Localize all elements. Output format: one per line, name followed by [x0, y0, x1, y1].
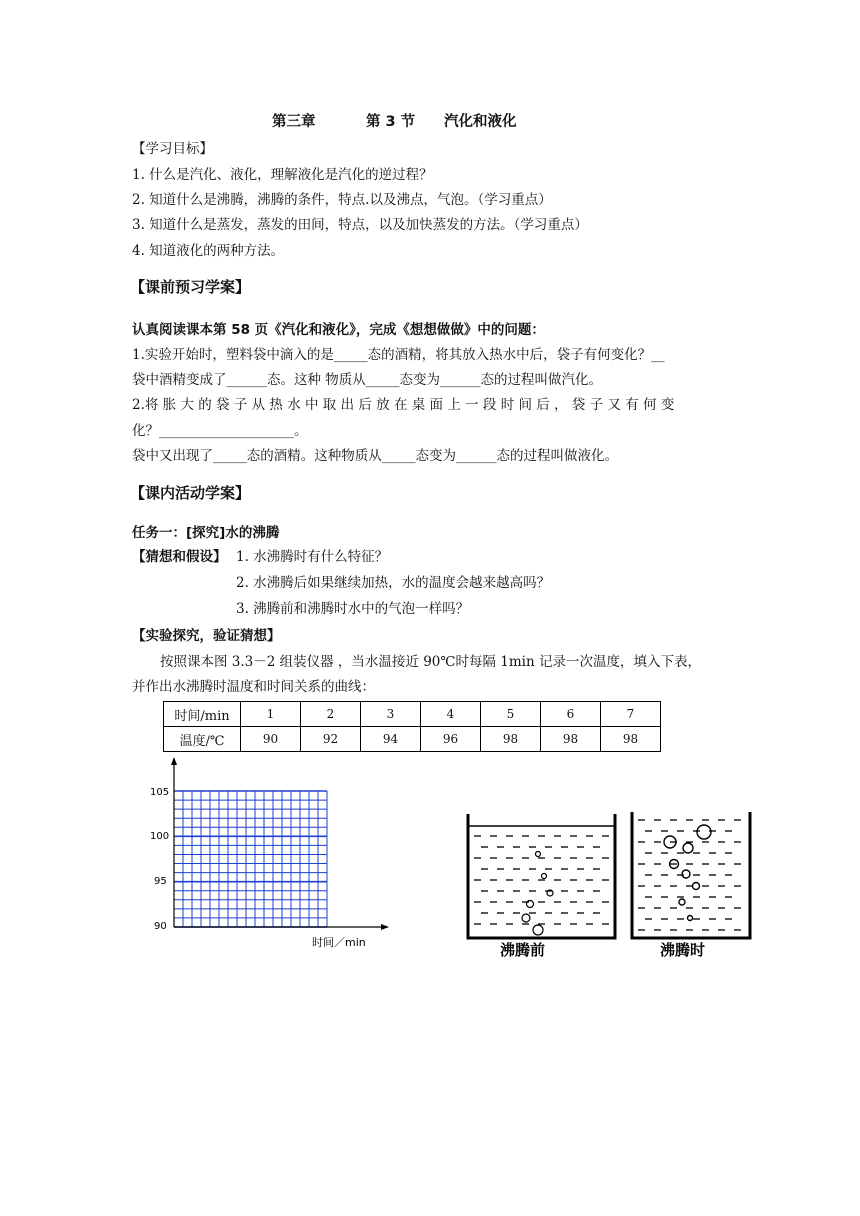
beaker-label-before: 沸腾前 — [500, 941, 546, 959]
temp-cell: 96 — [421, 727, 481, 752]
objective-item: 4. 知道液化的两种方法。 — [132, 243, 285, 259]
bubble — [682, 870, 690, 878]
preview-intro: 认真阅读课本第 58 页《汽化和液化》，完成《想想做做》中的问题： — [132, 322, 545, 338]
table-row — [164, 702, 661, 727]
temp-cell: 98 — [481, 727, 541, 752]
beaker-during — [632, 812, 750, 938]
beaker-label-during: 沸腾时 — [660, 941, 706, 959]
hypothesis-label: 【猜想和假设】 — [132, 549, 227, 565]
section-title: 汽化和液化 — [444, 114, 517, 130]
time-header: 时间/min — [164, 702, 241, 727]
temperature-graph — [140, 755, 400, 955]
bubble — [683, 843, 693, 853]
objective-item: 3. 知道什么是蒸发，蒸发的田间，特点，以及加快蒸发的方法。（学习重点） — [132, 217, 588, 233]
hypothesis-item: 1. 水沸腾时有什么特征？ — [236, 549, 389, 565]
bubble — [693, 883, 700, 890]
y-tick-label: 100 — [150, 831, 170, 842]
y-tick-label: 90 — [154, 921, 167, 932]
graph-grid — [174, 791, 327, 927]
bubble — [527, 901, 534, 908]
section-number: 第 3 节 — [366, 114, 416, 130]
bubble — [522, 914, 530, 922]
bubble — [542, 874, 547, 879]
y-tick-label: 95 — [154, 876, 167, 887]
time-cell: 1 — [241, 702, 301, 727]
beaker-before — [468, 814, 615, 938]
chapter-title: 第三章 — [272, 114, 316, 130]
preview-line: 1.实验开始时，塑料袋中滴入的是_____态的酒精，将其放入热水中后，袋子有何变化？__ — [132, 347, 665, 363]
temp-cell: 98 — [601, 727, 661, 752]
instruction-line: 按照课本图 3.3－2 组装仪器 ，当水温接近 90℃时每隔 1min 记录一次温度，填入下表， — [160, 654, 701, 670]
time-cell: 6 — [541, 702, 601, 727]
objective-item: 1. 什么是汽化、液化，理解液化是汽化的逆过程？ — [132, 167, 433, 183]
y-tick-label: 105 — [150, 787, 170, 798]
objectives-header: 【学习目标】 — [132, 141, 213, 157]
preview-header: 【课前预习学案】 — [130, 278, 251, 296]
time-cell: 7 — [601, 702, 661, 727]
bubble — [533, 925, 543, 935]
time-cell: 2 — [301, 702, 361, 727]
instruction-line: 并作出水沸腾时温度和时间关系的曲线： — [132, 679, 375, 695]
x-axis-arrow — [381, 924, 389, 930]
bubble — [679, 899, 685, 905]
experiment-label: 【实验探究，验证猜想】 — [132, 628, 281, 644]
activity-header: 【课内活动学案】 — [130, 484, 251, 502]
temp-cell: 90 — [241, 727, 301, 752]
y-axis-arrow — [171, 757, 177, 765]
preview-line: 化？____________________。 — [132, 423, 308, 439]
temp-header: 温度/℃ — [164, 727, 241, 752]
temp-cell: 98 — [541, 727, 601, 752]
preview-line: 袋中又出现了_____态的酒精。这种物质从_____态变为______态的过程叫做液化。 — [132, 448, 618, 464]
preview-line: 2.将 胀 大 的 袋 子 从 热 水 中 取 出 后 放 在 桌 面 上 一 段 时 间 后 ， 袋 子 又 有 何 变 — [132, 397, 675, 413]
time-cell: 3 — [361, 702, 421, 727]
x-axis-label: 时间／min — [312, 936, 366, 949]
bubble — [688, 916, 693, 921]
hypothesis-item: 2. 水沸腾后如果继续加热，水的温度会越来越高吗？ — [236, 575, 551, 591]
data-table — [163, 701, 661, 752]
task-title: 任务一：[探究]水的沸腾 — [132, 525, 280, 541]
boiling-beakers — [460, 790, 760, 960]
objective-item: 2. 知道什么是沸腾，沸腾的条件，特点.以及沸点，气泡。（学习重点） — [132, 192, 552, 208]
time-cell: 5 — [481, 702, 541, 727]
hypothesis-item: 3. 沸腾前和沸腾时水中的气泡一样吗？ — [236, 601, 470, 617]
temp-cell: 94 — [361, 727, 421, 752]
temp-cell: 92 — [301, 727, 361, 752]
bubble — [697, 825, 711, 839]
time-cell: 4 — [421, 702, 481, 727]
bubble — [536, 852, 541, 857]
preview-line: 袋中酒精变成了______态。这种 物质从_____态变为______态的过程叫做汽化。 — [132, 372, 603, 388]
table-row — [164, 727, 661, 752]
